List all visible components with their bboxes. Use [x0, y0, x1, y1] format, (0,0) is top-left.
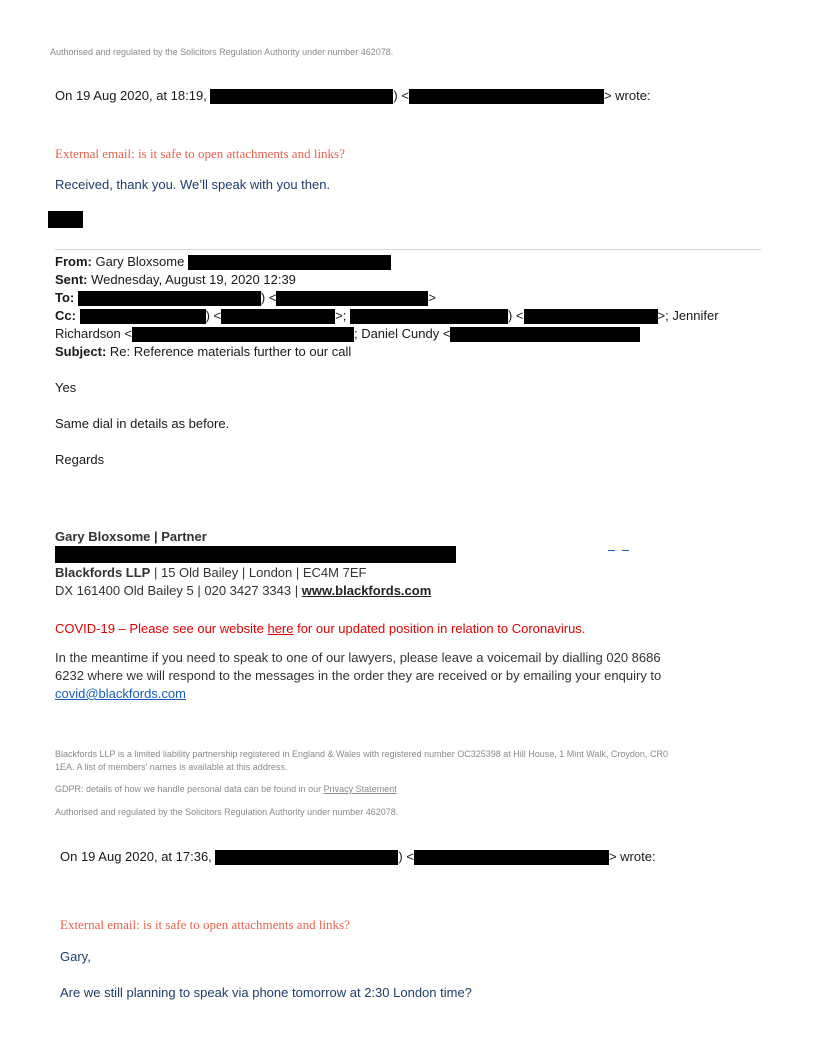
- redaction-block: [221, 309, 335, 324]
- gdpr-note: [55, 784, 397, 794]
- meantime-paragraph: [55, 649, 675, 703]
- redaction-block: [78, 291, 261, 306]
- cc-line2-b: ; Daniel Cundy <: [353, 326, 451, 341]
- covid-text-a: COVID-19 – Please see our website: [55, 621, 268, 636]
- header-from-line: [55, 254, 391, 270]
- redaction-block: [450, 327, 640, 342]
- meantime-text: In the meantime if you need to speak to one of our lawyers, please leave a voicemail by dialling 020 8686 6232 where we will respond to the messages in the order they are received or by emailing your enquiry to: [55, 650, 662, 683]
- covid-text-b: for our updated position in relation to Coronavirus.: [293, 621, 586, 636]
- firm-name: Blackfords LLP: [55, 565, 151, 580]
- redaction-block: [409, 89, 604, 104]
- llp-legal-note: Blackfords LLP is a limited liability partnership registered in England & Wales with registered number OC325398 at Hill House, 1 Mint Walk, Croydon, CR0 1EA. A list of members' names is available at this address.: [55, 749, 668, 772]
- redaction-block: [350, 309, 508, 324]
- header-cc-line2: [55, 326, 640, 342]
- cc-mid1: ) <: [205, 308, 222, 323]
- cc-mid2: ) <: [507, 308, 524, 323]
- email1-wrote-mid: ) <: [393, 88, 409, 103]
- email1-wrote-suffix: > wrote:: [603, 88, 651, 103]
- subject-value: Re: Reference materials further to our call: [109, 344, 352, 359]
- email1-wrote-prefix: On 19 Aug 2020, at 18:19,: [55, 88, 207, 103]
- email2-wrote-line: [60, 849, 656, 865]
- message-line-regards: Regards: [55, 452, 105, 467]
- email1-wrote-line: [55, 88, 651, 104]
- header-cc-line1: [55, 308, 719, 324]
- redaction-block: [80, 309, 206, 324]
- redaction-block: [524, 309, 658, 324]
- email2-wrote-prefix: On 19 Aug 2020, at 17:36,: [60, 849, 212, 864]
- to-end: >: [428, 290, 437, 305]
- email2-wrote-mid: ) <: [398, 849, 414, 864]
- firm-address: | 15 Old Bailey | London | EC4M 7EF: [150, 565, 367, 580]
- authorised-note: Authorised and regulated by the Solicitors Regulation Authority under number 462078.: [55, 807, 399, 817]
- header-sent-line: [55, 272, 296, 287]
- redaction-block: [188, 255, 391, 270]
- email1-external-warning: External email: is it safe to open attachments and links?: [55, 146, 345, 161]
- email1-body: Received, thank you. We’ll speak with you then.: [55, 177, 331, 192]
- signature-dx-line: [55, 583, 431, 598]
- covid-here-link[interactable]: here: [267, 621, 294, 636]
- to-mid: ) <: [260, 290, 277, 305]
- email2-body: Are we still planning to speak via phone tomorrow at 2:30 London time?: [60, 985, 472, 1000]
- website-link[interactable]: www.blackfords.com: [301, 583, 432, 598]
- email2-wrote-suffix: > wrote:: [608, 849, 656, 864]
- redaction-block: [55, 546, 456, 563]
- redaction-block: [132, 327, 354, 342]
- cc-line2-a: Richardson <: [55, 326, 132, 341]
- header-to-line: [55, 290, 436, 306]
- message-line-dial: Same dial in details as before.: [55, 416, 230, 431]
- covid-email-link[interactable]: covid@blackfords.com: [55, 686, 186, 701]
- divider: [55, 249, 761, 250]
- subject-label: Subject:: [55, 344, 107, 359]
- privacy-statement-link[interactable]: Privacy Statement: [323, 784, 397, 794]
- message-line-yes: Yes: [55, 380, 77, 395]
- cc-end-line1: >; Jennifer: [657, 308, 719, 323]
- redaction-block: [276, 291, 428, 306]
- from-value: Gary Bloxsome: [95, 254, 185, 269]
- redaction-block: [215, 850, 398, 865]
- dx-phone: DX 161400 Old Bailey 5 | 020 3427 3343 |: [55, 583, 302, 598]
- redaction-block: [414, 850, 609, 865]
- gdpr-text: GDPR: details of how we handle personal data can be found in our: [55, 784, 324, 794]
- signature-name-title: Gary Bloxsome | Partner: [55, 529, 207, 544]
- signature-firm-line: [55, 565, 366, 580]
- cc-label: Cc:: [55, 308, 76, 323]
- redaction-block: [48, 211, 83, 228]
- sent-value: Wednesday, August 19, 2020 12:39: [91, 272, 296, 287]
- header-subject-line: [55, 344, 351, 359]
- redaction-block: [210, 89, 393, 104]
- hidden-link-marks: [608, 542, 629, 554]
- cc-sep1: >;: [335, 308, 347, 323]
- from-label: From:: [55, 254, 92, 269]
- covid-notice: [55, 621, 585, 636]
- to-label: To:: [55, 290, 75, 305]
- sent-label: Sent:: [55, 272, 88, 287]
- email2-external-warning: External email: is it safe to open attachments and links?: [60, 917, 350, 932]
- email2-greeting: Gary,: [60, 949, 91, 964]
- top-authorised-note: Authorised and regulated by the Solicitors Regulation Authority under number 462078.: [50, 47, 394, 57]
